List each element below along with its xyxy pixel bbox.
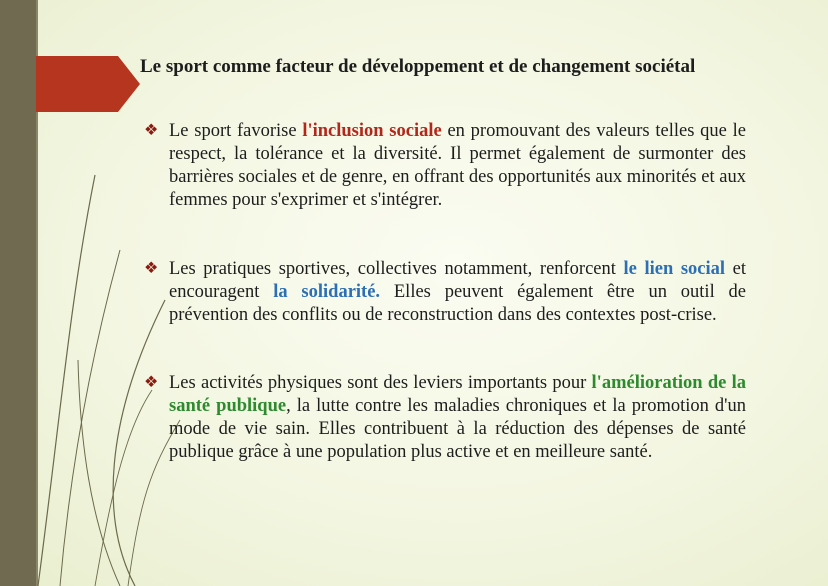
highlight-solidarite: la solidarité.: [273, 282, 381, 302]
slide-title: Le sport comme facteur de développement et de changement sociétal: [140, 56, 696, 77]
bullet-text: [169, 372, 746, 464]
text-segment: Les pratiques sportives, collectives notamment, renforcent: [169, 259, 624, 279]
diamond-bullet-icon: ❖: [144, 122, 159, 139]
text-segment: , la lutte contre les maladies chroniques et la promotion d'un mode de vie sain. Elles contribuent à la réduction des dépenses de santé publique grâce à une population plus active et en meilleure santé.: [169, 396, 746, 462]
bullet-text: [169, 120, 746, 212]
text-segment: en promouvant des valeurs telles que le respect, la tolérance et la diversité. Il permet également de surmonter des barrières sociales et de genre, en offrant des opportunités aux minorités et aux femmes pour s'exprimer et s'intégrer.: [169, 121, 746, 210]
text-segment: Elles peuvent également être un outil de prévention des conflits ou de reconstruction dans des contextes post-crise.: [169, 282, 746, 325]
diamond-bullet-icon: ❖: [144, 260, 159, 277]
bullet-item-3: [144, 372, 746, 464]
highlight-sante-publique: l'amélioration de la santé publique: [169, 373, 746, 416]
text-segment: et encouragent: [169, 259, 746, 302]
highlight-inclusion-sociale: l'inclusion sociale: [302, 121, 442, 141]
bullet-text: [169, 258, 746, 327]
text-segment: Le sport favorise: [169, 121, 303, 141]
text-segment: Les activités physiques sont des leviers importants pour: [169, 373, 592, 393]
red-arrow-shape: [36, 56, 140, 112]
highlight-lien-social: le lien social: [623, 259, 726, 279]
bullet-item-1: [144, 120, 746, 212]
deco-line: [60, 250, 120, 586]
diamond-bullet-icon: ❖: [144, 374, 159, 391]
bullet-item-2: [144, 258, 746, 327]
